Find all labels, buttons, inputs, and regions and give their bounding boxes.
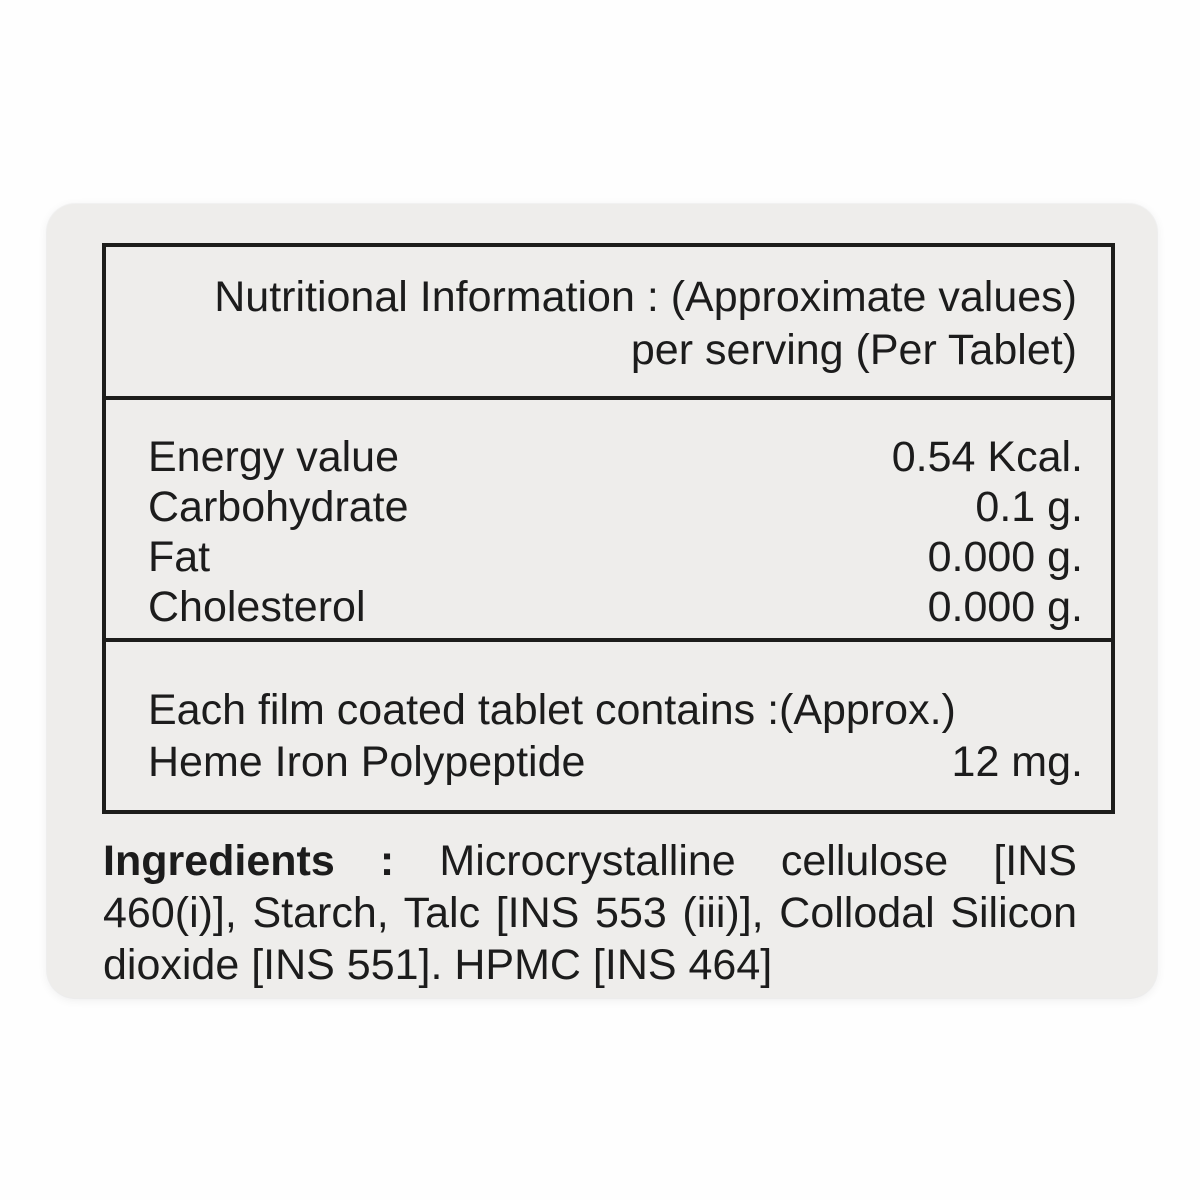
- nutrient-value: 0.1 g.: [975, 483, 1083, 531]
- nutrient-label: Energy value: [148, 433, 399, 481]
- nutrient-row-fat: [148, 532, 1083, 582]
- composition-value: 12 mg.: [951, 738, 1083, 786]
- composition-row-heme-iron: [148, 736, 1083, 788]
- nutrition-header-line1: Nutritional Information : (Approximate values): [214, 273, 1077, 321]
- nutrition-table: [102, 243, 1115, 814]
- nutrient-row-energy: [148, 432, 1083, 482]
- composition-label: Heme Iron Polypeptide: [148, 738, 586, 786]
- nutrient-value: 0.54 Kcal.: [891, 433, 1083, 481]
- ingredients-text: Microcrystalline cellulose [INS 460(i)], Starch, Talc [INS 553 (iii)], Collodal Silicon dioxide [INS 551]. HPMC [INS 464]: [103, 837, 1077, 989]
- nutrient-value: 0.000 g.: [927, 583, 1083, 631]
- ingredients-paragraph: [103, 835, 1077, 991]
- nutrient-label: Fat: [148, 533, 211, 581]
- nutrient-value: 0.000 g.: [927, 533, 1083, 581]
- nutrient-label: Cholesterol: [148, 583, 366, 631]
- nutrient-row-cholesterol: [148, 582, 1083, 632]
- nutrient-label: Carbohydrate: [148, 483, 409, 531]
- composition-heading: Each film coated tablet contains :(Approx.): [148, 686, 956, 734]
- ingredients-heading-label: Ingredients :: [103, 837, 395, 885]
- nutrition-header-line2: per serving (Per Tablet): [630, 326, 1077, 374]
- nutrition-label-card: [47, 204, 1157, 998]
- nutrient-row-carbohydrate: [148, 482, 1083, 532]
- nutrient-values-section: [106, 400, 1111, 642]
- nutrition-table-header: [106, 247, 1111, 400]
- composition-section: [106, 642, 1111, 810]
